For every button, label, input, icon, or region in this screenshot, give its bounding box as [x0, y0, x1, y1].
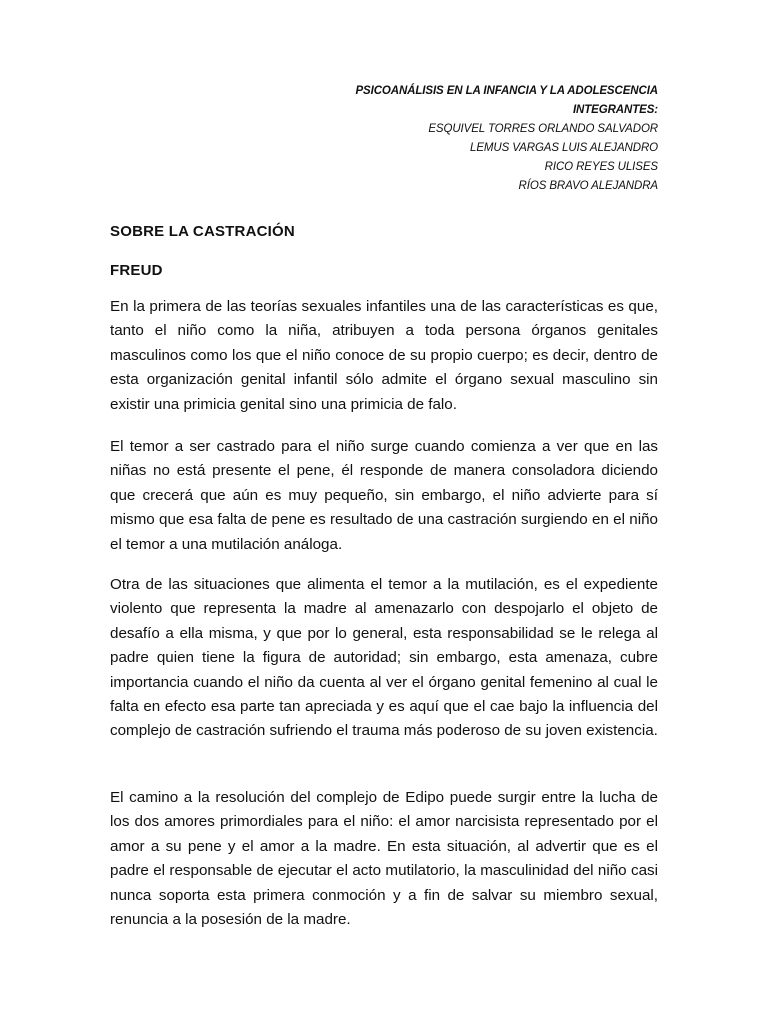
member-name: RÍOS BRAVO ALEJANDRA: [518, 180, 658, 192]
members-label: INTEGRANTES:: [572, 104, 658, 116]
paragraph: En la primera de las teorías sexuales infantiles una de las características es que, tanto el niño como la niña, atribuyen a toda persona órganos genitales masculinos como los que el niño conoce de su propio cuerpo; es decir, dentro de esta organización genital infantil sólo admite el órgano sexual masculino sin existir una primicia genital sino una primicia de falo.: [110, 298, 658, 413]
paragraph: El temor a ser castrado para el niño surge cuando comienza a ver que en las niñas no está presente el pene, él responde de manera consoladora diciendo que crecerá que aún es muy pequeño, sin embargo, el niño advierte para sí mismo que esa falta de pene es resultado de una castración surgiendo en el niño el temor a una mutilación análoga.: [110, 438, 658, 553]
member-name: RICO REYES ULISES: [544, 161, 658, 173]
author-heading: FREUD: [110, 262, 163, 279]
member-name: ESQUIVEL TORRES ORLANDO SALVADOR: [428, 123, 658, 135]
document-header: [355, 82, 658, 196]
course-title: PSICOANÁLISIS EN LA INFANCIA Y LA ADOLESCENCIA: [355, 85, 658, 97]
document-title: SOBRE LA CASTRACIÓN: [110, 223, 295, 240]
member-name: LEMUS VARGAS LUIS ALEJANDRO: [470, 142, 658, 154]
paragraph: Otra de las situaciones que alimenta el temor a la mutilación, es el expediente violento que representa la madre al amenazarlo con despojarlo el objeto de desafío a ella misma, y que por lo general, esta responsabilidad se le relega al padre quien tiene la figura de autoridad; sin embargo, esta amenaza, cubre importancia cuando el niño da cuenta al ver el órgano genital femenino al cual le falta en efecto esa parte tan apreciada y es aquí que el cae bajo la influencia del complejo de castración sufriendo el trauma más poderoso de su joven existencia.: [110, 576, 658, 740]
paragraph: El camino a la resolución del complejo de Edipo puede surgir entre la lucha de los dos amores primordiales para el niño: el amor narcisista representado por el amor a su pene y el amor a la madre. En esta situación, al advertir que es el padre el responsable de ejecutar el acto mutilatorio, la masculinidad del niño casi nunca soporta esta primera conmoción y a fin de salvar su miembro sexual, renuncia a la posesión de la madre.: [110, 789, 658, 929]
